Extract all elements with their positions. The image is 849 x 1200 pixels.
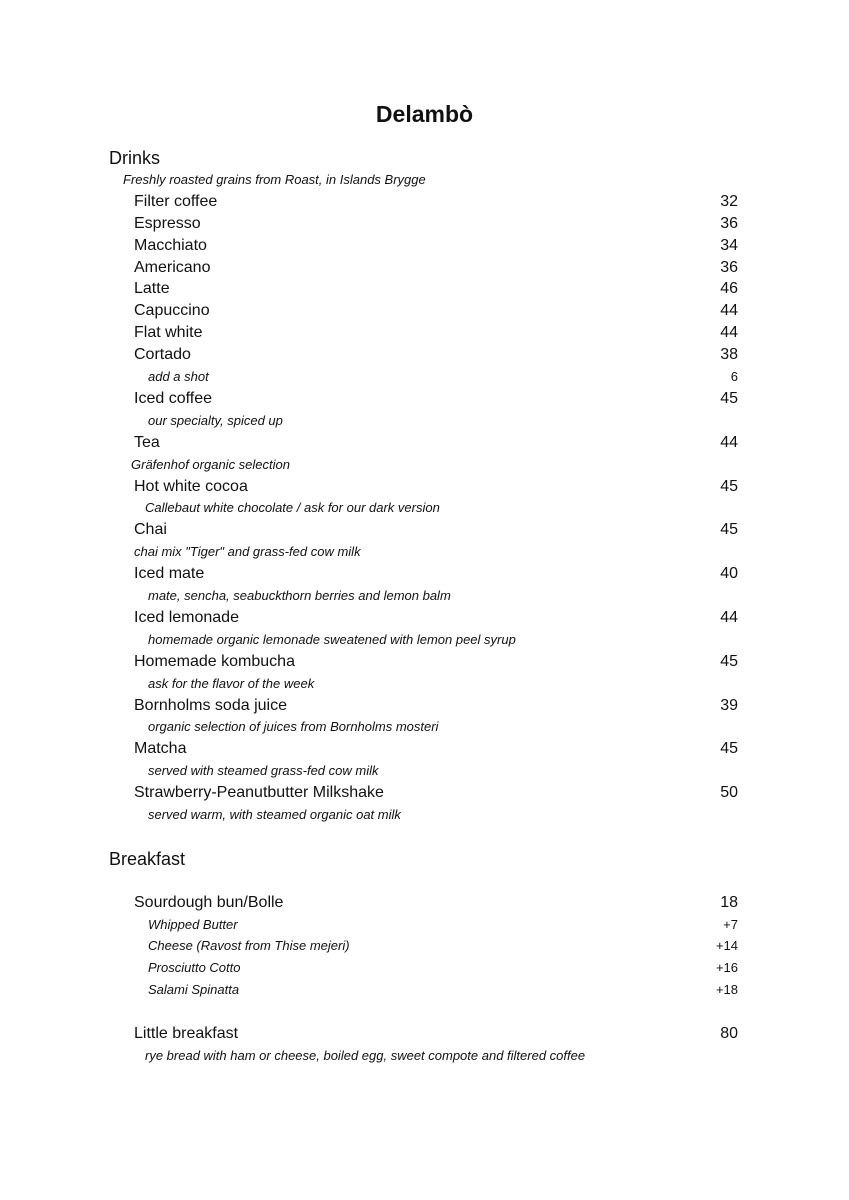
menu-item-name: Iced mate (134, 565, 205, 583)
item-description (0, 497, 849, 519)
item-option-name: Salami Spinatta (148, 982, 240, 998)
menu-item-name: Flat white (134, 324, 203, 342)
menu-item (0, 191, 849, 213)
item-description (0, 673, 849, 695)
menu-item-name: Matcha (134, 740, 187, 758)
item-description-name: ask for the flavor of the week (148, 675, 315, 691)
menu-item-name: Bornholms soda juice (134, 696, 287, 714)
item-option-name: Whipped Butter (148, 916, 238, 932)
menu-item-name: Hot white cocoa (134, 477, 248, 495)
item-option-name: Prosciutto Cotto (148, 960, 241, 976)
menu-item (0, 476, 849, 498)
menu-item-price: 45 (720, 521, 738, 539)
menu-item (0, 1023, 849, 1045)
item-description-name: served warm, with steamed organic oat milk (148, 807, 401, 822)
menu-item (0, 388, 849, 410)
item-option-price: 6 (730, 369, 738, 384)
item-option (0, 935, 849, 957)
menu-item-name: Macchiato (134, 236, 207, 254)
item-description (0, 629, 849, 651)
item-description-name: homemade organic lemonade sweatened with lemon peel syrup (148, 631, 516, 647)
menu-item-name: Sourdough bun/Bolle (134, 893, 284, 911)
menu-item-name: Homemade kombucha (134, 652, 295, 670)
menu-item (0, 563, 849, 585)
item-description (0, 760, 849, 782)
section-heading (0, 848, 849, 870)
menu-item (0, 344, 849, 366)
menu-item-price: 44 (720, 302, 738, 320)
section-heading-name: Breakfast (109, 848, 186, 869)
menu-item-price: 45 (720, 477, 738, 495)
menu-item (0, 257, 849, 279)
item-option-price: +16 (715, 960, 738, 976)
item-description-name: organic selection of juices from Bornholms mosteri (148, 719, 439, 735)
item-option (0, 979, 849, 1001)
item-option (0, 366, 849, 388)
menu-item-name: Capuccino (134, 302, 210, 320)
menu-item-name: Iced coffee (134, 389, 212, 407)
menu-item (0, 695, 849, 717)
menu-item-name: Chai (134, 521, 167, 539)
menu-item (0, 607, 849, 629)
menu-item-name: Iced lemonade (134, 608, 239, 626)
menu-item-price: 45 (720, 652, 738, 670)
item-option-price: +18 (715, 982, 738, 998)
menu-item (0, 235, 849, 257)
menu-item-price: 45 (720, 740, 738, 758)
item-description (0, 804, 849, 826)
item-description-name: mate, sencha, seabuckthorn berries and lemon balm (148, 588, 451, 603)
menu-item-name: Filter coffee (134, 192, 218, 210)
item-description (0, 454, 849, 476)
item-description (0, 585, 849, 607)
menu-item-price: 50 (720, 784, 738, 802)
menu-item-price: 44 (720, 433, 738, 451)
menu-item (0, 322, 849, 344)
menu-item-price: 80 (720, 1025, 738, 1042)
menu-item-price: 18 (720, 893, 738, 911)
item-option-price: +14 (715, 938, 738, 954)
menu-item (0, 651, 849, 673)
item-description-name: our specialty, spiced up (148, 412, 283, 428)
item-option-name: add a shot (148, 369, 209, 384)
menu-item (0, 892, 849, 914)
menu-item-price: 32 (720, 192, 738, 210)
item-description (0, 410, 849, 432)
menu-item (0, 738, 849, 760)
menu-item-name: Latte (134, 280, 170, 298)
menu-item (0, 782, 849, 804)
menu-item (0, 213, 849, 235)
item-description-name: Gräfenhof organic selection (131, 456, 290, 472)
item-description (0, 1045, 849, 1067)
menu-item-price: 39 (720, 696, 738, 714)
menu-item-price: 44 (720, 608, 738, 626)
menu-item-price: 40 (720, 565, 738, 583)
section-note (0, 169, 849, 191)
section-heading-name: Drinks (109, 148, 161, 168)
menu-title: Delambò (375, 101, 474, 127)
menu-item (0, 300, 849, 322)
item-option-price: +7 (723, 916, 738, 932)
menu-item-price: 36 (720, 258, 738, 276)
section-note-name: Freshly roasted grains from Roast, in Islands Brygge (123, 171, 426, 187)
menu-item-price: 36 (720, 214, 738, 232)
menu-item-name: Strawberry-Peanutbutter Milkshake (134, 784, 384, 802)
item-option-name: Cheese (Ravost from Thise mejeri) (148, 938, 350, 954)
item-description-name: Callebaut white chocolate / ask for our dark version (145, 500, 440, 516)
item-description (0, 716, 849, 738)
item-option (0, 957, 849, 979)
menu-item-name: Espresso (134, 214, 201, 232)
menu-item-name: Tea (134, 433, 160, 451)
menu-item-name: Little breakfast (134, 1025, 239, 1042)
menu-item-name: Americano (134, 258, 211, 276)
item-description (0, 541, 849, 563)
item-description-name: chai mix "Tiger" and grass-fed cow milk (134, 544, 361, 560)
section-heading (0, 147, 849, 169)
menu-item (0, 432, 849, 454)
menu-item (0, 519, 849, 541)
menu-item-name: Cortado (134, 346, 191, 364)
menu-item (0, 278, 849, 300)
menu-item-price: 38 (720, 346, 738, 364)
menu-item-price: 45 (720, 389, 738, 407)
menu-item-price: 46 (720, 280, 738, 298)
menu-item-price: 44 (720, 324, 738, 342)
item-option (0, 914, 849, 936)
item-description-name: served with steamed grass-fed cow milk (148, 763, 379, 779)
item-description-name: rye bread with ham or cheese, boiled egg, sweet compote and filtered coffee (145, 1047, 586, 1063)
menu-item-price: 34 (720, 236, 738, 254)
